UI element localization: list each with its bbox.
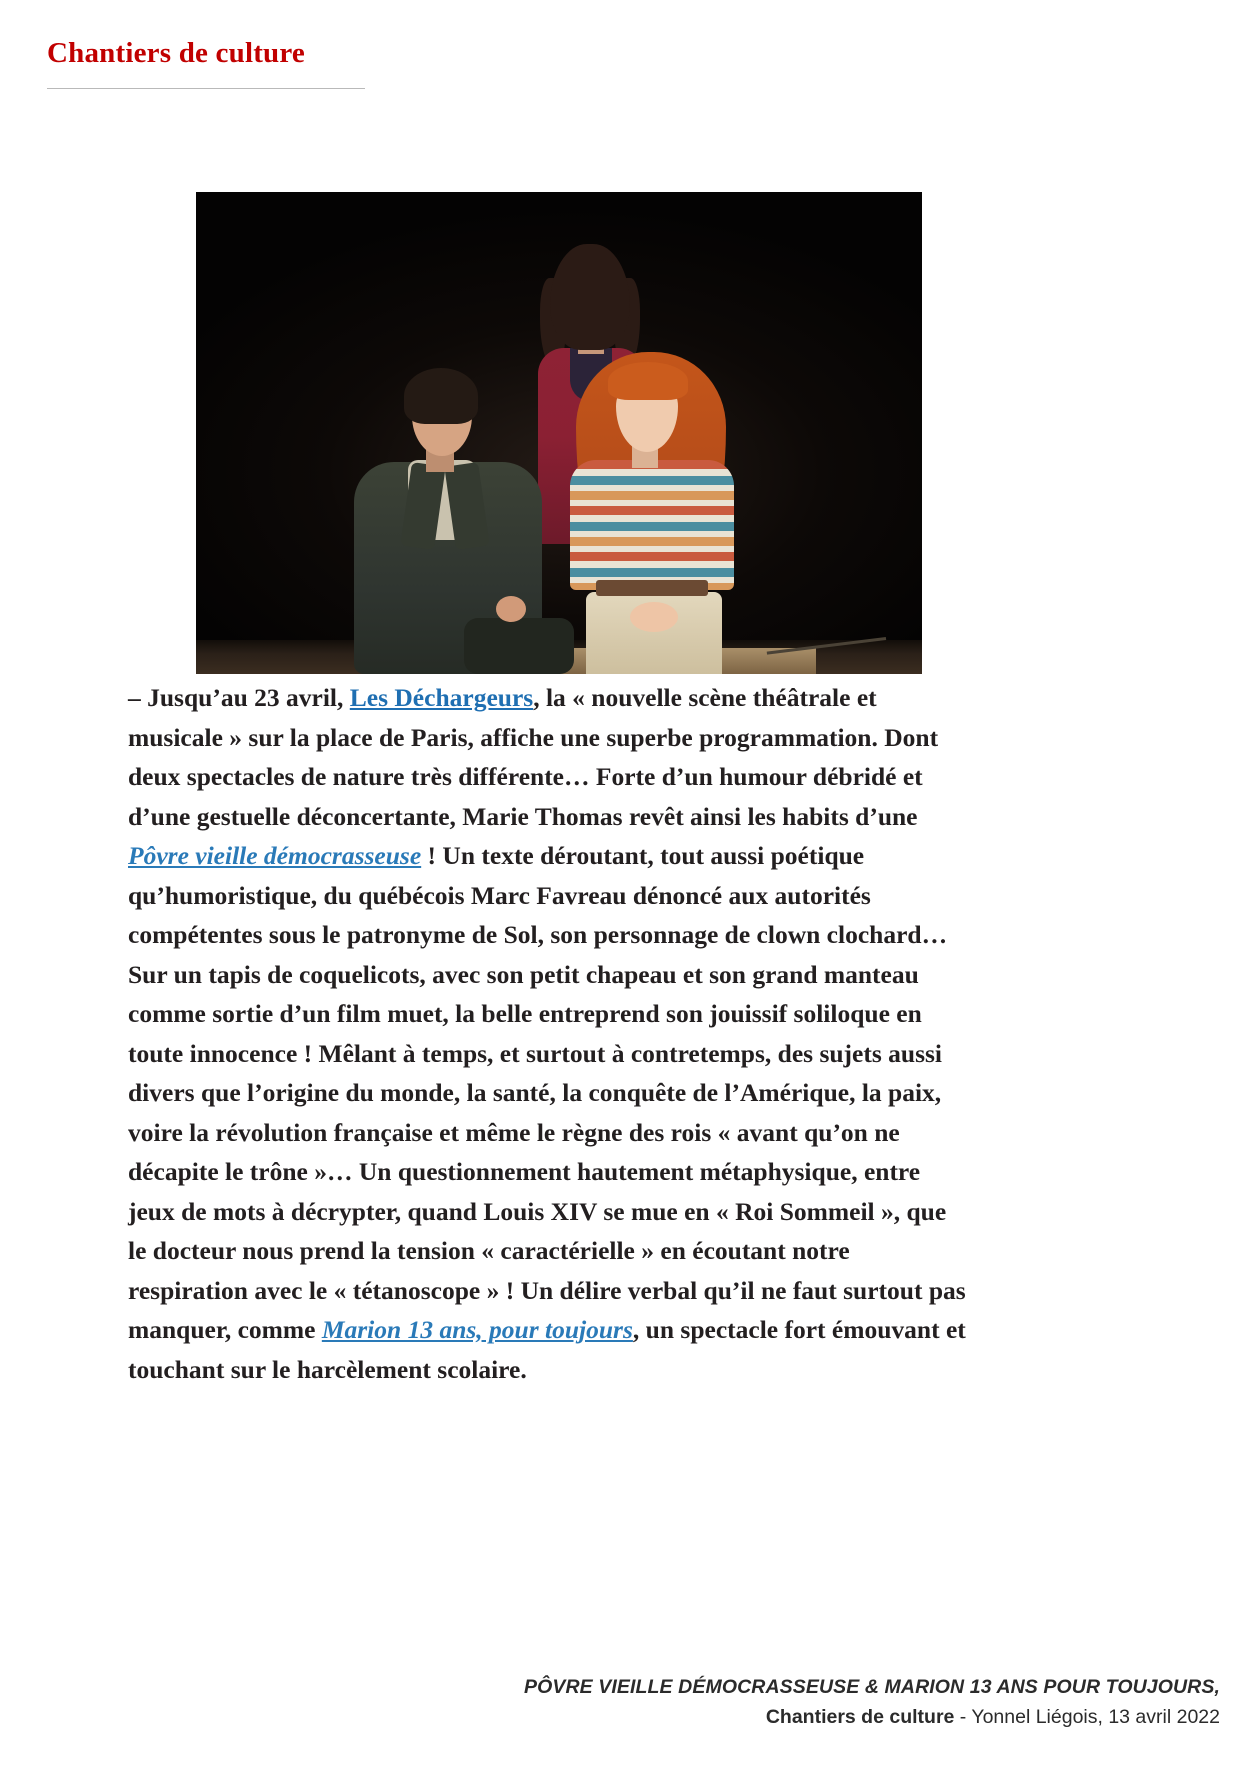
site-header [47,38,367,89]
article-link-5[interactable]: Marion 13 ans, pour toujours [321,1315,633,1344]
article-link-1[interactable]: Les Déchargeurs [349,683,534,712]
article-text-0: – Jusqu’au 23 avril, [128,683,350,712]
article-paragraph [128,678,966,1389]
footer-author-date: - Yonnel Liégois, 13 avril 2022 [954,1706,1220,1728]
footer-credit [320,1702,1220,1732]
page-title: Chantiers de culture [47,37,306,69]
production-photo [196,192,922,674]
article-text-6: , un spectacle fort émouvant et touchant sur le harcèlement scolaire. [128,1315,966,1384]
footer-show-titles: PÔVRE VIEILLE DÉMOCRASSEUSE & MARION 13 ANS POUR TOUJOURS, [524,1676,1220,1698]
article-text-2: , la « nouvelle scène théâtrale et musicale » sur la place de Paris, affiche une superbe programmation. Dont deux spectacles de nature très différente… Forte d’un humour débridé et d’une gestuelle déconcertante, Marie Thomas revêt ainsi les habits d’une [128,683,939,831]
footer-source: Chantiers de culture [765,1706,955,1728]
actor-seated-man [346,368,576,674]
article-footer [320,1672,1220,1732]
article-body [128,678,966,1389]
article-text-4: ! Un texte déroutant, tout aussi poétique qu’humoristique, du québécois Marc Favreau dénoncé aux autorités compétentes sous le patronyme de Sol, son personnage de clown clochard… Sur un tapis de coquelicots, avec son petit chapeau et son grand manteau comme sortie d’un film muet, la belle entreprend son jouissif soliloque en toute innocence ! Mêlant à temps, et surtout à contretemps, des sujets aussi divers que l’origine du monde, la santé, la conquête de l’Amérique, la paix, voire la révolution française et même le règne des rois « avant qu’on ne décapite le trône »… Un questionnement hautement métaphysique, entre jeux de mots à décrypter, quand Louis XIV se mue en « Roi Sommeil », que le docteur nous prend la tension « caractérielle » en écoutant notre respiration avec le « tétanoscope » ! Un délire verbal qu’il ne faut surtout pas manquer, comme [128,841,966,1344]
article-link-3[interactable]: Pôvre vieille démocrasseuse [128,841,422,870]
actor-seated-girl [552,344,762,674]
header-divider [47,88,365,89]
